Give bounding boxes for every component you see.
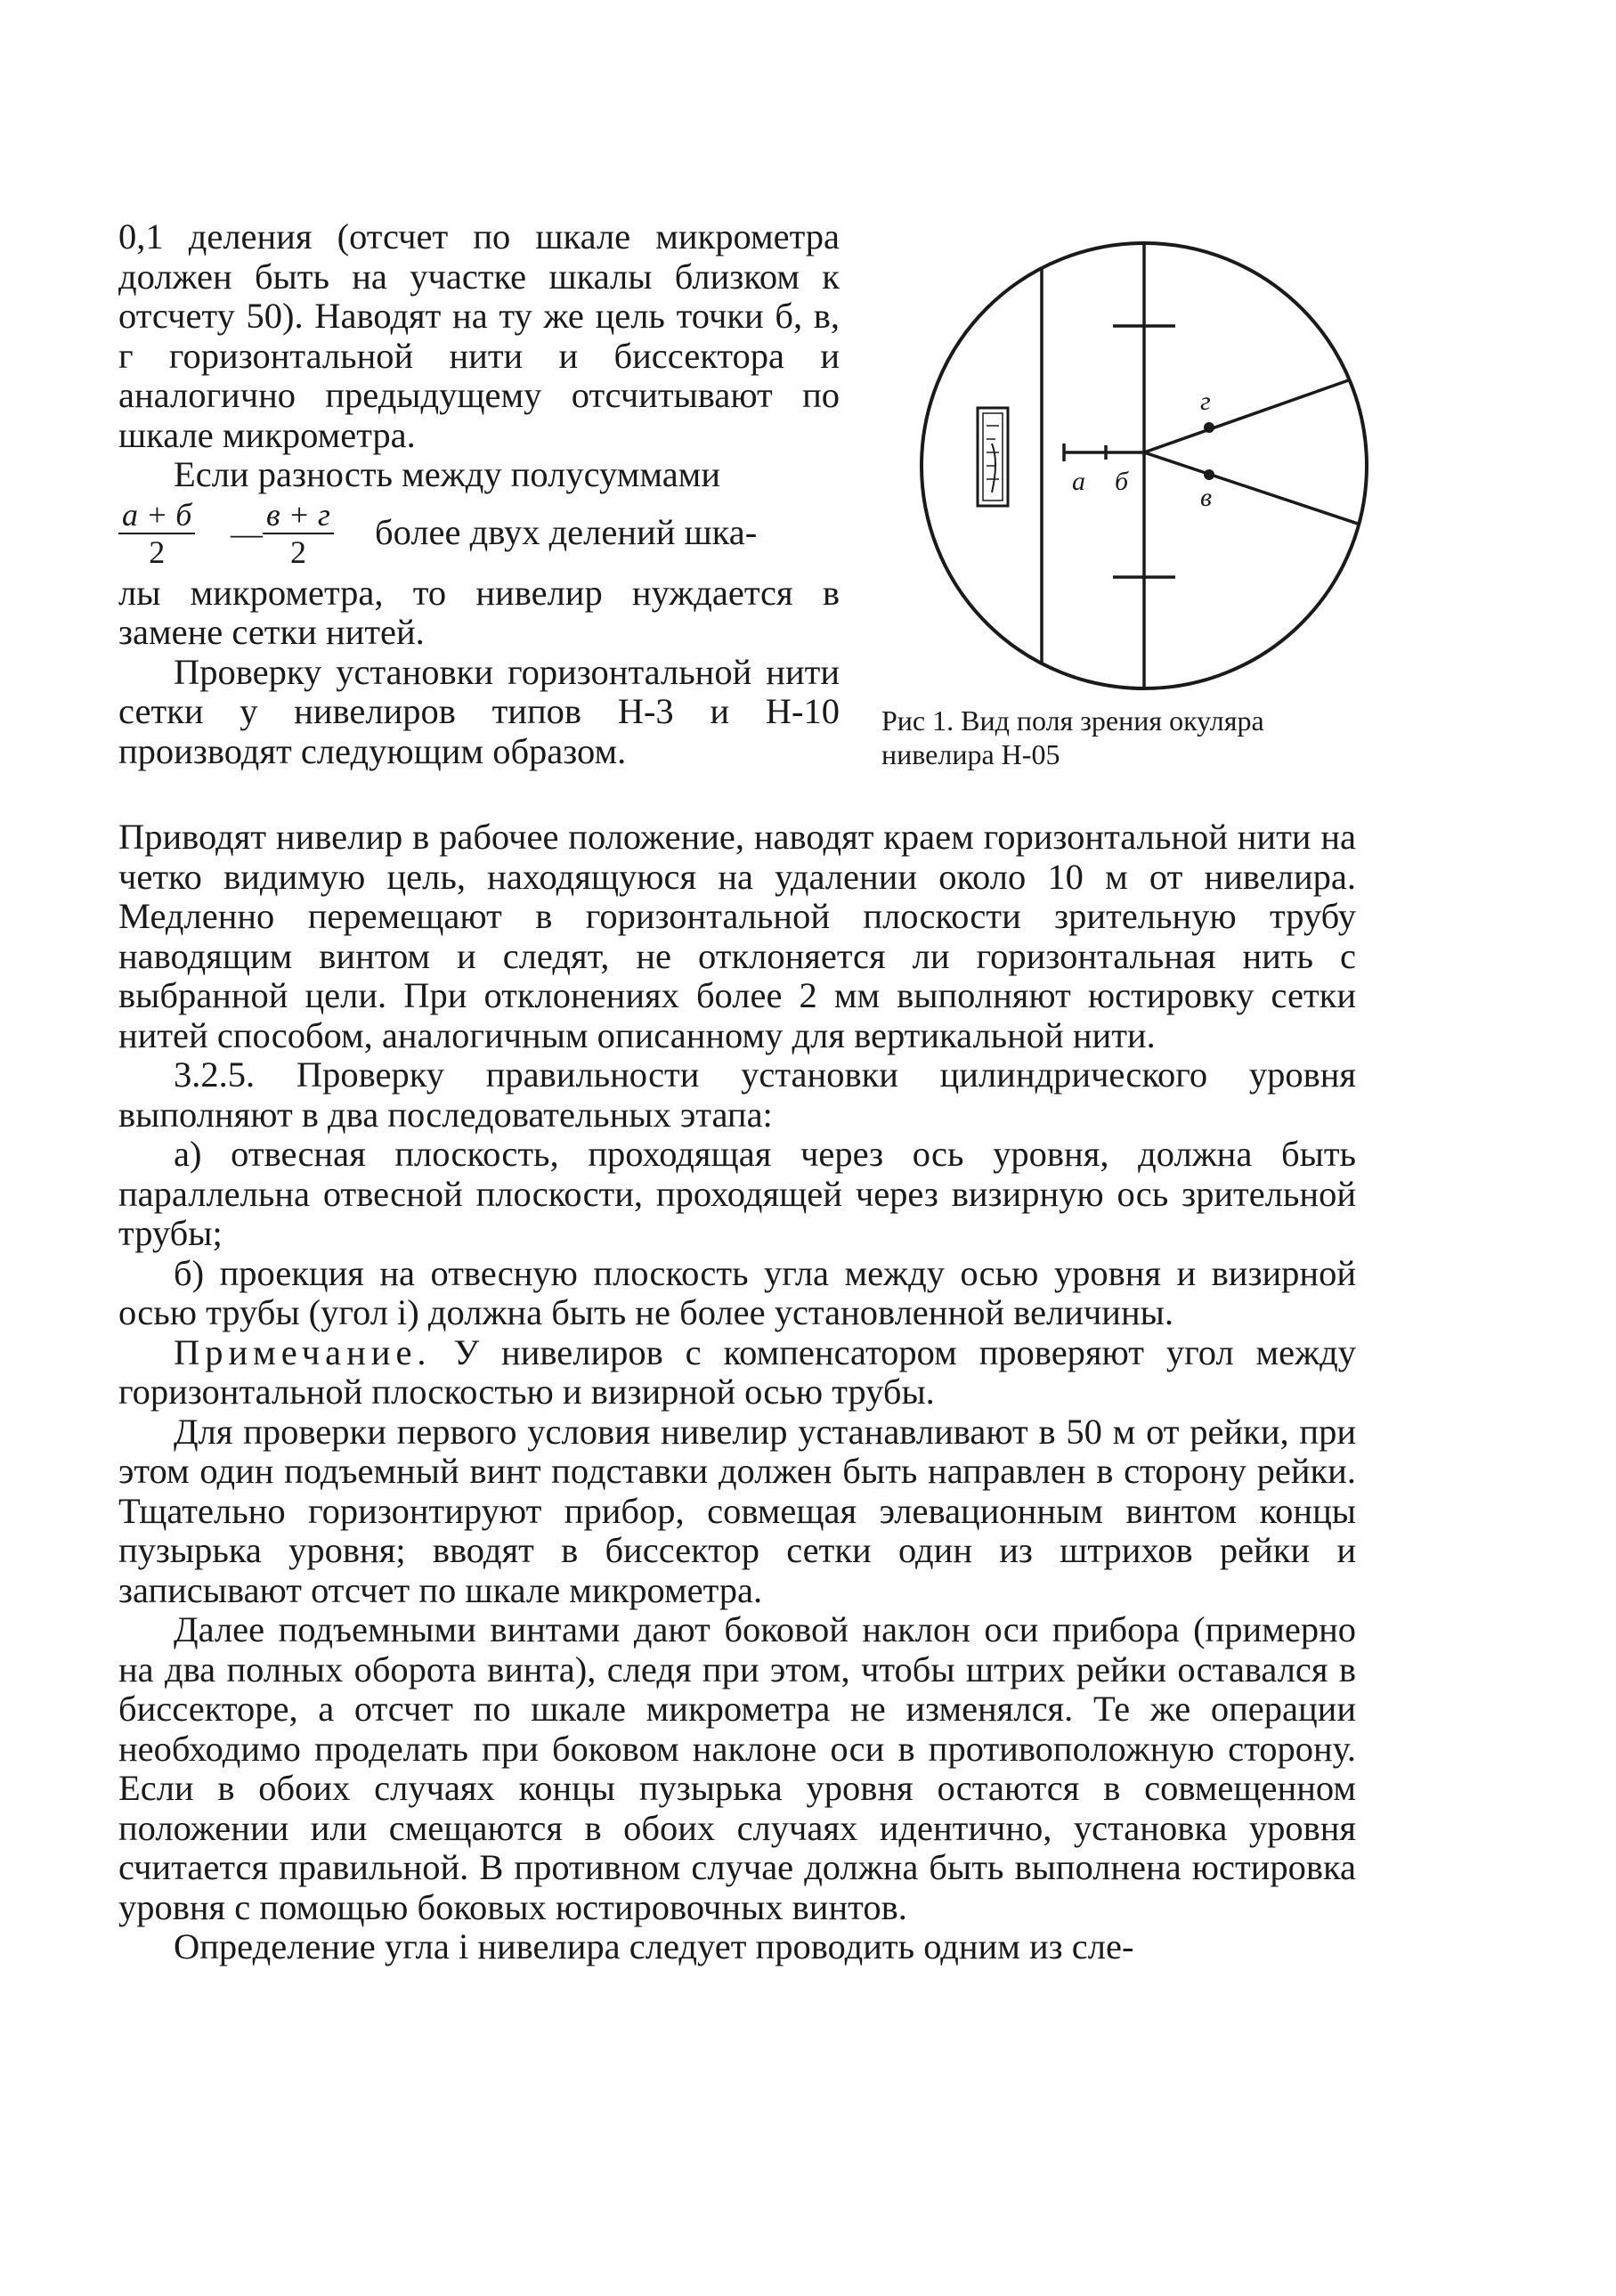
paragraph-replace-reticle: лы микрометра, то нивелир нуждается в замене сетки нитей.	[118, 572, 840, 652]
figure-caption: Рис 1. Вид поля зрения окуляра нивелира Н-05	[881, 704, 1264, 770]
fraction-a-b-numerator: а + б	[122, 496, 192, 533]
label-g: г	[1200, 387, 1211, 416]
fraction-a-b-denominator: 2	[118, 533, 195, 570]
half-sum-formula	[118, 495, 840, 574]
label-b: б	[1115, 467, 1129, 496]
note-label: Примечание.	[174, 1331, 432, 1372]
paragraph-section-3-2-5: 3.2.5. Проверку правильности установки цилиндрического уровня выполняют в два последовательных этапа:	[118, 1054, 1356, 1135]
paragraph-condition-a: а) отвесная плоскость, проходящая через ось уровня, должна быть параллельна отвесной плоскости, проходящей через визирную ось зрительной трубы;	[118, 1134, 1356, 1253]
fraction-v-g-denominator: 2	[263, 533, 334, 570]
bisector-lower-arm	[1144, 452, 1371, 528]
paragraph-condition-b: б) проекция на отвесную плоскость угла между осью уровня и визирной осью трубы (угол i) должна быть не более установленной величины.	[118, 1252, 1356, 1332]
bisector-upper-arm	[1144, 372, 1371, 452]
fraction-a-b	[118, 497, 195, 570]
left-column-text	[118, 217, 840, 771]
point-v	[1204, 469, 1214, 480]
eyepiece-field-of-view-figure	[917, 239, 1371, 693]
full-width-text	[118, 818, 1356, 1967]
fraction-v-g-numerator: в + г	[266, 496, 330, 533]
label-v: в	[1200, 483, 1213, 512]
paragraph-micrometer-reading: 0,1 деления (отсчет по шкале микрометра должен быть на участке шкалы близком к отсчету 50). Наводят на ту же цель точки б, в, г горизонтальной нити и биссектора и аналогично предыдущему отсчитывают по шкале микрометра.	[118, 216, 840, 455]
formula-minus-sign: —	[231, 515, 263, 551]
paragraph-horizontal-thread-check: Проверку установки горизонтальной нити сетки у нивелиров типов Н-3 и Н-10 производят следующим образом.	[118, 651, 840, 771]
formula-trailing-text: более двух делений шка-	[375, 511, 758, 552]
paragraph-angle-i: Определение угла i нивелира следует проводить одним из сле-	[174, 1926, 1134, 1966]
paragraph-horizontal-thread-procedure: Приводят нивелир в рабочее положение, наводят краем горизонтальной нити на четко видимую цель, находящуюся на удалении около 10 м от нивелира. Медленно перемещают в горизонтальной плоскости зрительную трубу наводящим винтом и следят, не отклоняется ли горизонтальная нить с выбранной цели. При отклонениях более 2 мм выполняют юстировку сетки нитей способом, аналогичным описанному для вертикальной нити.	[118, 817, 1356, 1055]
paragraph-side-tilt: Далее подъемными винтами дают боковой наклон оси прибора (примерно на два полных оборота винта), следя при этом, чтобы штрих рейки оставался в биссекторе, а отсчет по шкале микрометра не изменялся. Те же операции необходимо проделать при боковом наклоне оси в противоположную сторону. Если в обоих случаях концы пузырька уровня остаются в совмещенном положении или смещаются в обоих случаях идентично, установка уровня считается правильной. В противном случае должна быть выполнена юстировка уровня с помощью боковых юстировочных винтов.	[118, 1609, 1356, 1927]
label-a: а	[1072, 467, 1085, 496]
paragraph-first-condition-check: Для проверки первого условия нивелир устанавливают в 50 м от рейки, при этом один подъемный винт подставки должен быть направлен в сторону рейки. Тщательно горизонтируют прибор, совмещая элевационным винтом концы пузырька уровня; вводят в биссектор сетки один из штрихов рейки и записывают отсчет по шкале микрометра.	[118, 1411, 1356, 1610]
paragraph-half-sums: Если разность между полусуммами	[174, 454, 720, 494]
point-g	[1204, 422, 1214, 433]
fraction-v-g	[263, 497, 334, 570]
micrometer-scale-window	[978, 408, 1008, 506]
note-text: У нивелиров с компенсатором проверяют угол между горизонтальной плоскостью и визирной осью трубы.	[118, 1331, 1356, 1412]
paragraph-note	[118, 1333, 1356, 1413]
